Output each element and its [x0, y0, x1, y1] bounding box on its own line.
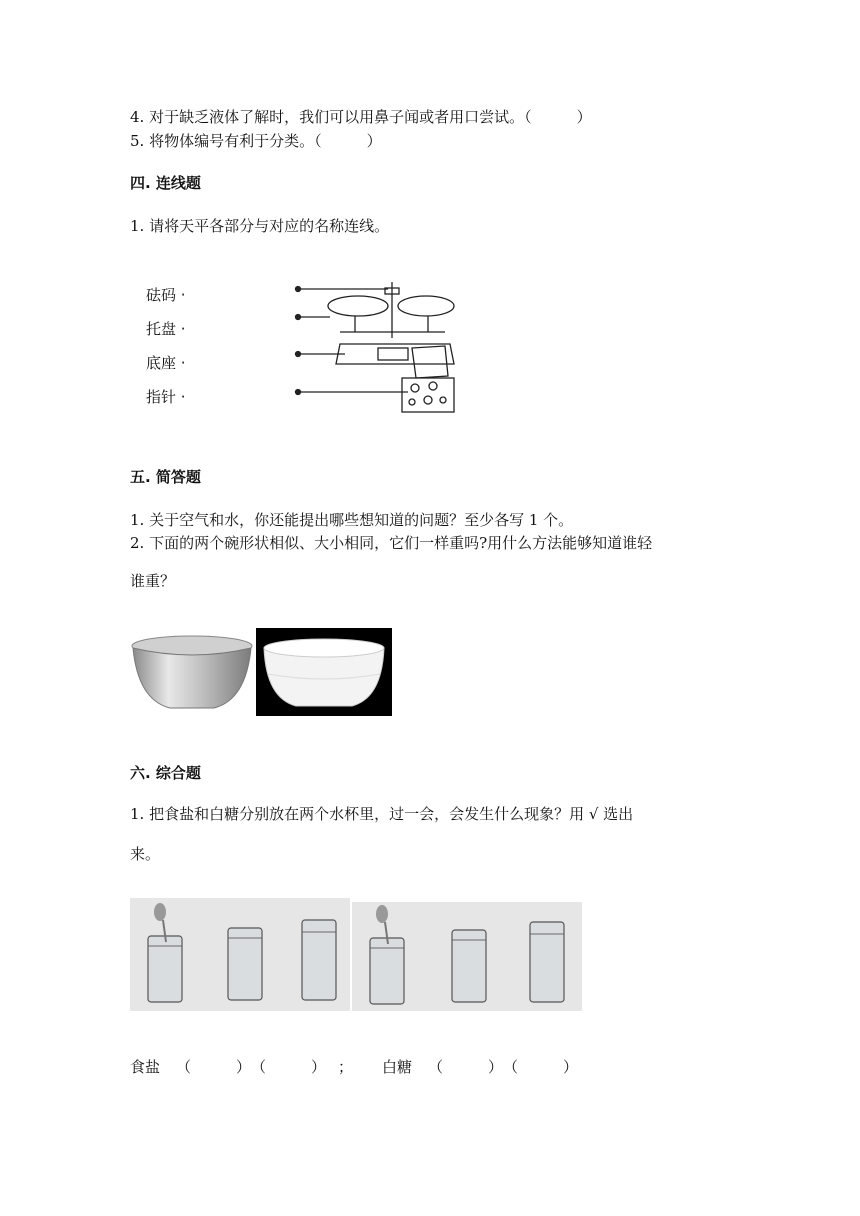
section-4-question-1: 1. 请将天平各部分与对应的名称连线。 — [130, 217, 390, 235]
section-5-question-2-line-1: 2. 下面的两个碗形状相似、大小相同，它们一样重吗?用什么方法能够知道谁轻 — [130, 534, 653, 552]
sugar-label: 白糖 — [382, 1058, 413, 1076]
section-5-question-1: 1. 关于空气和水，你还能提出哪些想知道的问题？至少各写 1 个。 — [130, 511, 574, 529]
salt-glasses-image — [130, 898, 350, 1011]
sugar-blanks[interactable]: （ ） （ ） — [428, 1058, 579, 1076]
salt-label: 食盐 — [130, 1058, 161, 1076]
part-label-weights: 砝码 · — [146, 286, 186, 304]
sugar-glasses-image — [352, 902, 582, 1011]
section-6-question-1-line-2: 来。 — [130, 845, 161, 863]
part-label-base: 底座 · — [146, 354, 186, 372]
salt-blanks[interactable]: （ ） （ ） — [176, 1058, 327, 1076]
question-tf-4: 4. 对于缺乏液体了解时，我们可以用鼻子闻或者用口尝试。（ ） — [130, 108, 592, 126]
section-4-title: 四. 连线题 — [130, 174, 201, 192]
section-6-title: 六. 综合题 — [130, 764, 201, 782]
balance-illustration — [130, 268, 480, 418]
question-tf-5: 5. 将物体编号有利于分类。（ ） — [130, 132, 382, 150]
part-label-pointer: 指针 · — [146, 388, 186, 406]
balance-diagram — [130, 268, 480, 418]
section-6-question-1-line-1: 1. 把食盐和白糖分别放在两个水杯里，过一会，会发生什么现象？用 √ 选出 — [130, 805, 634, 823]
part-label-tray: 托盘 · — [146, 320, 186, 338]
section-5-question-2-line-2: 谁重？ — [130, 572, 176, 590]
separator: ； — [338, 1058, 354, 1076]
section-5-title: 五. 简答题 — [130, 468, 201, 486]
ceramic-bowl-image — [256, 628, 392, 716]
steel-bowl-image — [130, 628, 254, 716]
